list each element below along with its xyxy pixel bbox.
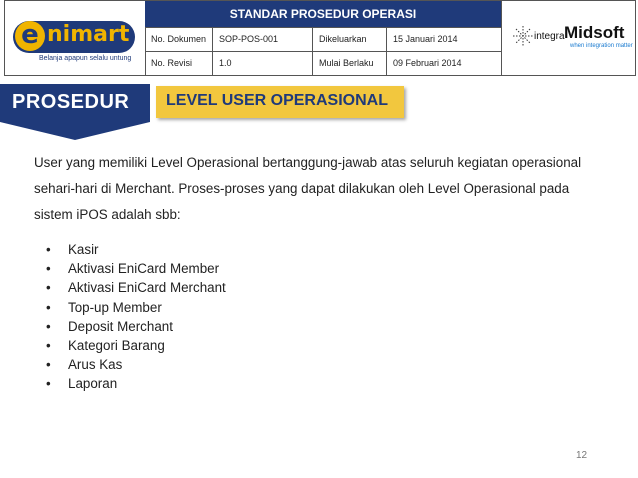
list-item-text: Deposit Merchant	[68, 318, 173, 334]
banner-label: PROSEDUR	[12, 91, 130, 113]
midsoft-logo-cell	[501, 1, 636, 75]
bullet: •	[46, 242, 51, 257]
midsoft-text: Midsoft	[564, 23, 625, 42]
list-item	[46, 259, 226, 278]
list-item-text: Aktivasi EniCard Merchant	[68, 280, 226, 296]
doc-number-label: No. Dokumen	[145, 27, 213, 51]
list-item	[46, 240, 226, 259]
bullet: •	[46, 261, 51, 277]
effective-value: 09 Februari 2014	[393, 58, 462, 68]
bullet: •	[46, 318, 51, 334]
header-title: STANDAR PROSEDUR OPERASI	[145, 1, 501, 28]
bullet: •	[46, 338, 51, 354]
section-title-box	[156, 86, 404, 118]
enimart-logo	[13, 19, 137, 63]
doc-number-value: SOP-POS-001	[213, 27, 313, 51]
starburst-icon	[512, 25, 534, 47]
revision-label: No. Revisi	[145, 51, 213, 75]
revision-value: 1.0	[213, 51, 313, 75]
enimart-logo-cell	[5, 1, 146, 75]
bullet: •	[46, 299, 51, 315]
list-item	[46, 374, 226, 393]
header-row-2	[145, 51, 501, 75]
enimart-tagline: Belanja apapun selalu untung	[39, 55, 132, 62]
bullet: •	[46, 280, 51, 296]
enimart-logo-e: e	[15, 21, 45, 51]
list-item	[46, 278, 226, 297]
list-item-text: Aktivasi EniCard Member	[68, 261, 220, 277]
integra-text: integra	[534, 31, 565, 42]
prosedur-banner	[0, 84, 150, 140]
bullet: •	[46, 376, 51, 392]
issued-value: 15 Januari 2014	[393, 34, 458, 44]
list-item	[46, 336, 226, 355]
process-list	[46, 240, 226, 394]
bullet: •	[46, 357, 51, 373]
document-header-table	[4, 0, 636, 76]
page-number: 12	[576, 450, 588, 461]
intro-paragraph: User yang memiliki Level Operasional bertanggung-jawab atas seluruh kegiatan operasional sehari-hari di Merchant. Proses-proses yang dapat dilakukan oleh Level Operasional pada sistem iPOS adalah sbb:	[34, 155, 582, 222]
list-item-text: Arus Kas	[68, 357, 123, 373]
header-row-1	[145, 27, 501, 52]
effective-label: Mulai Berlaku	[313, 51, 387, 75]
list-item-text: Top-up Member	[68, 299, 162, 315]
issued-label: Dikeluarkan	[313, 27, 387, 51]
header-info	[145, 1, 501, 75]
list-item	[46, 355, 226, 374]
integra-midsoft-logo	[512, 23, 633, 57]
section-title: LEVEL USER OPERASIONAL	[166, 92, 388, 109]
midsoft-slogan: when integration matter	[570, 43, 633, 49]
list-item-text: Laporan	[68, 376, 118, 392]
enimart-logo-word: nimart	[47, 22, 130, 47]
list-item	[46, 317, 226, 336]
list-item	[46, 298, 226, 317]
list-item-text: Kasir	[68, 242, 99, 257]
banner-arrow	[0, 122, 150, 140]
list-item-text: Kategori Barang	[68, 338, 165, 354]
